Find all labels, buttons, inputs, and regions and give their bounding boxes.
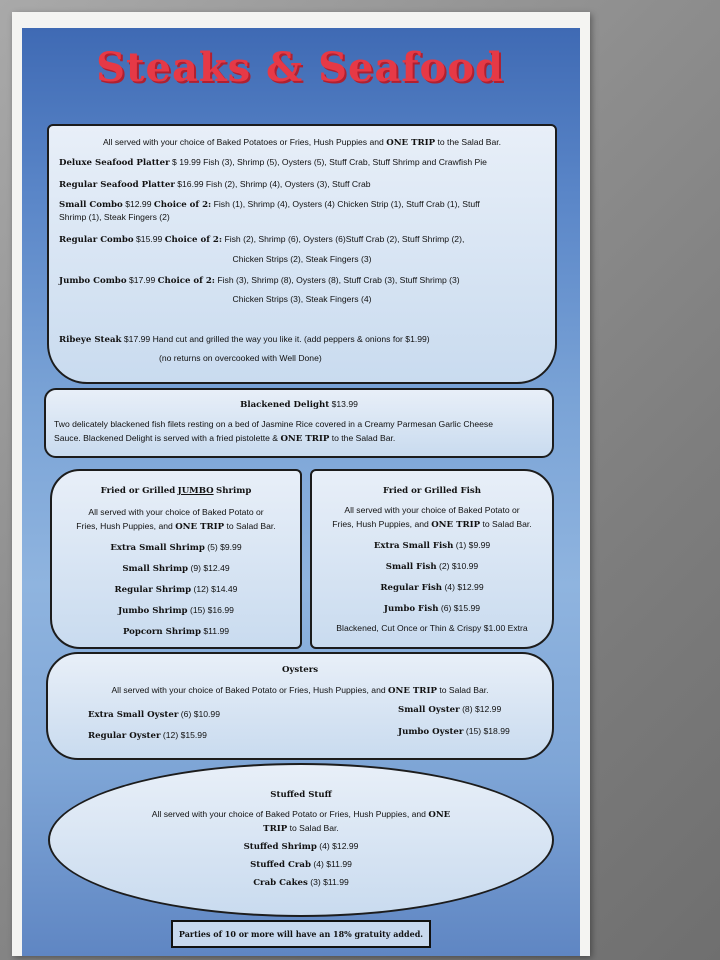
shrimp-title: Fried or Grilled JUMBO Shrimp (100, 486, 252, 496)
list-item: Small Oyster (8) $12.99 (398, 704, 502, 715)
list-item: Jumbo Shrimp (15) $16.99 (118, 605, 234, 616)
small-combo-cont: Shrimp (1), Steak Fingers (2) (59, 212, 170, 222)
stuffed-title: Stuffed Stuff (270, 790, 332, 800)
fish-box (310, 469, 554, 649)
jumbo-combo: Jumbo Combo $17.99 Choice of 2: Fish (3), Shrimp (8), Oysters (8), Stuff Crab (3), Stuff Shrimp (3) (59, 275, 460, 286)
list-item: Popcorn Shrimp $11.99 (122, 626, 230, 637)
main-menu-box (47, 124, 557, 384)
blackened-title: Blackened Delight $13.99 (240, 399, 358, 410)
blackened-desc-2: Sauce. Blackened Delight is served with a fried pistolette & ONE TRIP to the Salad Bar. (54, 433, 396, 444)
list-item: Small Shrimp (9) $12.49 (122, 563, 230, 574)
list-item: Regular Oyster (12) $15.99 (88, 730, 207, 741)
gratuity-note: Parties of 10 or more will have an 18% gratuity added. (171, 920, 431, 948)
oysters-title: Oysters (281, 665, 319, 675)
ribeye-note: (no returns on overcooked with Well Done) (159, 353, 322, 363)
blackened-desc-1: Two delicately blackened fish filets resting on a bed of Jasmine Rice covered in a Creamy Parmesan Garlic Cheese (54, 419, 493, 429)
oysters-desc: All served with your choice of Baked Potato or Fries, Hush Puppies, and ONE TRIP to Salad Bar. (111, 685, 489, 696)
oysters-box (46, 652, 554, 760)
shrimp-desc-2: Fries, Hush Puppies, and ONE TRIP to Salad Bar. (76, 521, 276, 532)
regular-combo-cont: Chicken Strips (2), Steak Fingers (3) (232, 254, 372, 264)
list-item: Jumbo Oyster (15) $18.99 (398, 726, 510, 737)
list-item: Crab Cakes (3) $11.99 (253, 877, 349, 888)
list-item: Jumbo Fish (6) $15.99 (383, 603, 481, 614)
list-item: Extra Small Fish (1) $9.99 (373, 540, 491, 551)
jumbo-combo-cont: Chicken Strips (3), Steak Fingers (4) (232, 294, 372, 304)
list-item: Small Fish (2) $10.99 (385, 561, 479, 572)
shrimp-box (50, 469, 302, 649)
stuffed-desc-1: All served with your choice of Baked Potato or Fries, Hush Puppies, and ONE (151, 809, 451, 820)
fish-extra-note: Blackened, Cut Once or Thin & Crispy $1.00 Extra (336, 623, 528, 633)
list-item: Extra Small Shrimp (5) $9.99 (110, 542, 242, 553)
regular-combo: Regular Combo $15.99 Choice of 2: Fish (2), Shrimp (6), Oysters (6)Stuff Crab (2), Stuff Shrimp (2), (59, 234, 465, 245)
stuffed-box (48, 763, 554, 917)
shrimp-desc-1: All served with your choice of Baked Potato or (88, 507, 264, 517)
fish-desc-1: All served with your choice of Baked Potato or (344, 505, 520, 515)
main-intro: All served with your choice of Baked Potatoes or Fries, Hush Puppies and ONE TRIP to the Salad Bar. (102, 137, 502, 148)
small-combo: Small Combo $12.99 Choice of 2: Fish (1), Shrimp (4), Oysters (4) Chicken Strip (1), Stuff Crab (1), Stuff (59, 199, 480, 210)
list-item: Stuffed Shrimp (4) $12.99 (243, 841, 359, 852)
list-item: Regular Shrimp (12) $14.49 (114, 584, 238, 595)
menu-title: Steaks & Seafood (96, 44, 504, 91)
list-item: Stuffed Crab (4) $11.99 (250, 859, 352, 870)
deluxe-platter: Deluxe Seafood Platter $ 19.99 Fish (3), Shrimp (5), Oysters (5), Stuff Crab, Stuff Shrimp and Crawfish Pie (59, 157, 487, 168)
fish-title: Fried or Grilled Fish (382, 486, 482, 496)
regular-platter: Regular Seafood Platter $16.99 Fish (2), Shrimp (4), Oysters (3), Stuff Crab (59, 179, 371, 190)
fish-desc-2: Fries, Hush Puppies, and ONE TRIP to Salad Bar. (332, 519, 532, 530)
ribeye-steak: Ribeye Steak $17.99 Hand cut and grilled the way you like it. (add peppers & onions for $1.99) (59, 334, 430, 345)
list-item: Extra Small Oyster (6) $10.99 (88, 709, 220, 720)
stuffed-desc-2: TRIP to Salad Bar. (263, 823, 339, 834)
blackened-box (44, 388, 554, 458)
list-item: Regular Fish (4) $12.99 (380, 582, 484, 593)
